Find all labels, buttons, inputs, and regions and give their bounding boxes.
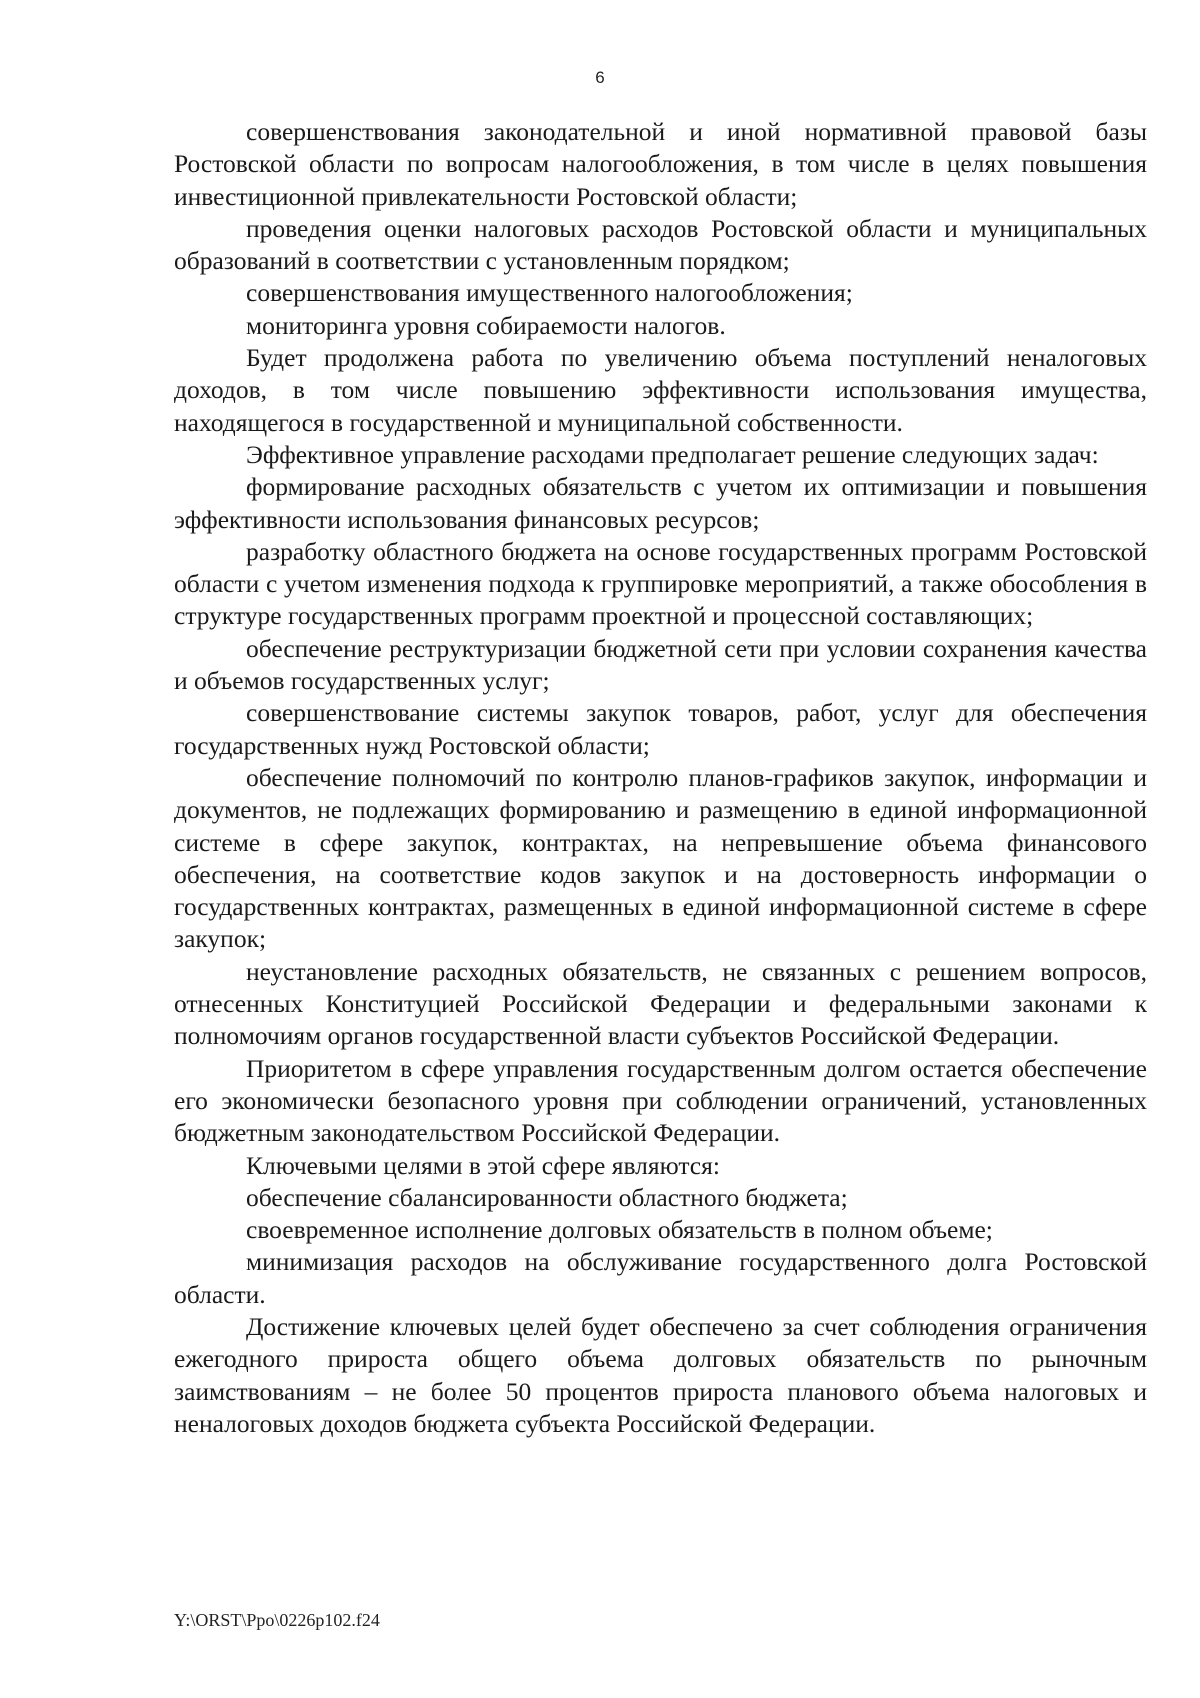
document-body	[174, 116, 1147, 1440]
paragraph: совершенствования имущественного налогообложения;	[246, 278, 853, 308]
paragraph: совершенствования законодательной и иной нормативной правовой базы Ростовской области по вопросам налогообложения, в том числе в целях повышения инвестиционной привлекательности Ростовской области;	[174, 117, 1147, 211]
paragraph: обеспечение сбалансированности областного бюджета;	[246, 1182, 848, 1212]
paragraph: минимизация расходов на обслуживание государственного долга Ростовской области.	[174, 1247, 1147, 1309]
page-number: 6	[595, 68, 605, 87]
paragraph: Эффективное управление расходами предполагает решение следующих задач:	[246, 439, 1099, 469]
paragraph: обеспечение полномочий по контролю планов-графиков закупок, информации и документов, не подлежащих формированию и размещению в единой информационной системе в сфере закупок, контрактах, на непревышение объема финансового обеспечения, на соответствие кодов закупок и на достоверность информации о государственных контрактах, размещенных в единой информационной системе в сфере закупок;	[174, 762, 1147, 954]
paragraph: проведения оценки налоговых расходов Ростовской области и муниципальных образований в соответствии с установленным порядком;	[174, 213, 1147, 276]
paragraph: Приоритетом в сфере управления государственным долгом остается обеспечение его экономически безопасного уровня при соблюдении ограничений, установленных бюджетным законодательством Российской Федерации.	[174, 1053, 1147, 1148]
paragraph: формирование расходных обязательств с учетом их оптимизации и повышения эффективности использования финансовых ресурсов;	[174, 472, 1147, 534]
paragraph: обеспечение реструктуризации бюджетной сети при условии сохранения качества и объемов государственных услуг;	[174, 633, 1147, 696]
paragraph: своевременное исполнение долговых обязательств в полном объеме;	[246, 1215, 993, 1245]
paragraph: разработку областного бюджета на основе государственных программ Ростовской области с учетом изменения подхода к группировке мероприятий, а также обособления в структуре государственных программ проектной и процессной составляющих;	[174, 536, 1147, 631]
paragraph: неустановление расходных обязательств, не связанных с решением вопросов, отнесенных Конституцией Российской Федерации и федеральными законами к полномочиям органов государственной власти субъектов Российской Федерации.	[174, 956, 1147, 1051]
paragraph: Ключевыми целями в этой сфере являются:	[246, 1150, 720, 1180]
footer-file-path: Y:\ORST\Ppo\0226p102.f24	[174, 1610, 380, 1630]
paragraph: Достижение ключевых целей будет обеспечено за счет соблюдения ограничения ежегодного прироста общего объема долговых обязательств по рыночным заимствованиям – не более 50 процентов прироста планового объема налоговых и неналоговых доходов бюджета субъекта Российской Федерации.	[174, 1311, 1147, 1438]
paragraph: Будет продолжена работа по увеличению объема поступлений неналоговых доходов, в том числе повышению эффективности использования имущества, находящегося в государственной и муниципальной собственности.	[174, 343, 1147, 437]
paragraph: мониторинга уровня собираемости налогов.	[246, 310, 726, 340]
paragraph: совершенствование системы закупок товаров, работ, услуг для обеспечения государственных нужд Ростовской области;	[174, 698, 1147, 760]
